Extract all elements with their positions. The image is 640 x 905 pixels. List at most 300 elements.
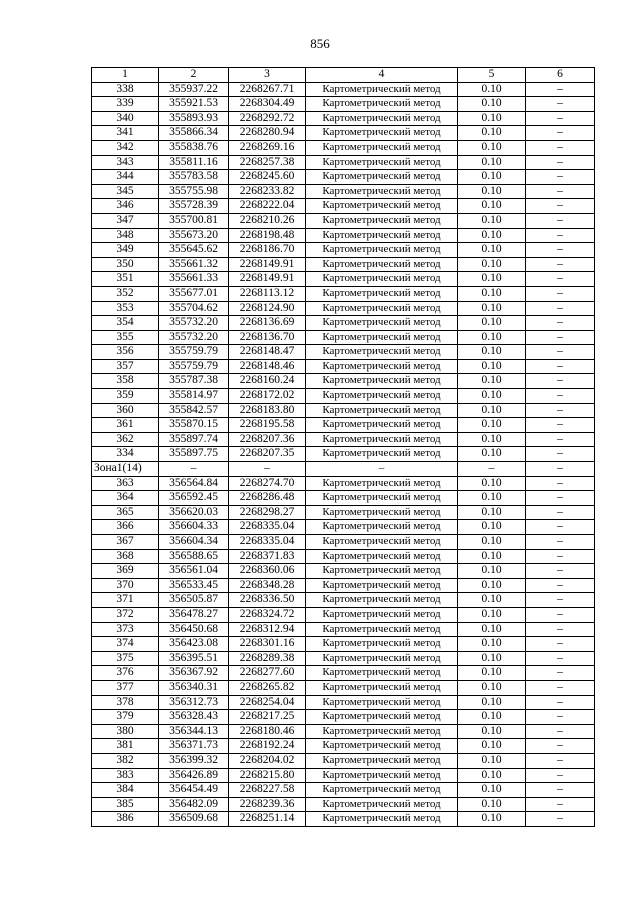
point-number-cell: 381 [92,739,159,754]
x-coordinate-cell: 355677.01 [159,286,229,301]
table-row [92,184,595,199]
accuracy-cell: 0.10 [458,257,526,272]
note-cell: – [526,607,595,622]
y-coordinate-cell: 2268192.24 [229,739,306,754]
note-cell: – [526,126,595,141]
table-row [92,432,595,447]
x-coordinate-cell: 355811.16 [159,155,229,170]
point-number-cell: 374 [92,637,159,652]
table-row [92,403,595,418]
method-cell: Картометрический метод [306,783,458,798]
column-header: 6 [526,68,595,83]
y-coordinate-cell: 2268217.25 [229,710,306,725]
point-number-cell: 354 [92,316,159,331]
point-number-cell: 351 [92,272,159,287]
note-cell: – [526,564,595,579]
point-number-cell: 359 [92,389,159,404]
table-row [92,695,595,710]
point-number-cell: 345 [92,184,159,199]
accuracy-cell: 0.10 [458,651,526,666]
table-row [92,797,595,812]
y-coordinate-cell: 2268204.02 [229,753,306,768]
y-coordinate-cell: 2268280.94 [229,126,306,141]
accuracy-cell: 0.10 [458,389,526,404]
method-cell: Картометрический метод [306,374,458,389]
table-row [92,739,595,754]
method-cell: Картометрический метод [306,330,458,345]
note-cell: – [526,97,595,112]
point-number-cell: 386 [92,812,159,827]
point-number-cell: 356 [92,345,159,360]
table-row [92,520,595,535]
x-coordinate-cell: 356604.34 [159,535,229,550]
table-row [92,578,595,593]
page-number: 856 [310,36,330,51]
point-number-cell: 382 [92,753,159,768]
point-number-cell: 341 [92,126,159,141]
note-cell: – [526,578,595,593]
accuracy-cell: 0.10 [458,330,526,345]
accuracy-cell: 0.10 [458,97,526,112]
accuracy-cell: 0.10 [458,213,526,228]
method-cell: Картометрический метод [306,155,458,170]
accuracy-cell: 0.10 [458,593,526,608]
accuracy-cell: 0.10 [458,345,526,360]
method-cell: Картометрический метод [306,140,458,155]
note-cell: – [526,243,595,258]
method-cell: Картометрический метод [306,739,458,754]
accuracy-cell: 0.10 [458,622,526,637]
method-cell: Картометрический метод [306,753,458,768]
note-cell: – [526,695,595,710]
table-header-row [92,68,595,83]
method-cell: Картометрический метод [306,359,458,374]
table-row [92,418,595,433]
method-cell: Картометрический метод [306,695,458,710]
y-coordinate-cell: 2268301.16 [229,637,306,652]
y-coordinate-cell: 2268286.48 [229,491,306,506]
method-cell: Картометрический метод [306,432,458,447]
note-cell: – [526,155,595,170]
x-coordinate-cell: 356328.43 [159,710,229,725]
note-cell: – [526,374,595,389]
x-coordinate-cell: 356592.45 [159,491,229,506]
column-header: 5 [458,68,526,83]
note-cell: – [526,768,595,783]
x-coordinate-cell: 355897.75 [159,447,229,462]
y-coordinate-cell: 2268254.04 [229,695,306,710]
method-cell: Картометрический метод [306,564,458,579]
note-cell: – [526,403,595,418]
point-number-cell: 344 [92,170,159,185]
accuracy-cell: – [458,462,526,477]
table-row [92,359,595,374]
table-row [92,724,595,739]
table-row [92,97,595,112]
note-cell: – [526,140,595,155]
method-cell: Картометрический метод [306,607,458,622]
x-coordinate-cell: 355728.39 [159,199,229,214]
table-row [92,82,595,97]
note-cell: – [526,199,595,214]
method-cell: Картометрический метод [306,724,458,739]
method-cell: Картометрический метод [306,243,458,258]
y-coordinate-cell: 2268148.47 [229,345,306,360]
table-row [92,549,595,564]
method-cell: Картометрический метод [306,812,458,827]
x-coordinate-cell: 356478.27 [159,607,229,622]
table-row [92,491,595,506]
x-coordinate-cell: 356423.08 [159,637,229,652]
accuracy-cell: 0.10 [458,797,526,812]
method-cell: Картометрический метод [306,593,458,608]
method-cell: Картометрический метод [306,170,458,185]
y-coordinate-cell: 2268274.70 [229,476,306,491]
method-cell: Картометрический метод [306,82,458,97]
point-number-cell: 383 [92,768,159,783]
point-number-cell: 384 [92,783,159,798]
point-number-cell: 352 [92,286,159,301]
accuracy-cell: 0.10 [458,82,526,97]
y-coordinate-cell: 2268172.02 [229,389,306,404]
accuracy-cell: 0.10 [458,549,526,564]
y-coordinate-cell: 2268360.06 [229,564,306,579]
accuracy-cell: 0.10 [458,418,526,433]
note-cell: – [526,520,595,535]
accuracy-cell: 0.10 [458,724,526,739]
x-coordinate-cell: 356371.73 [159,739,229,754]
method-cell: – [306,462,458,477]
x-coordinate-cell: 355787.38 [159,374,229,389]
method-cell: Картометрический метод [306,389,458,404]
table-row [92,680,595,695]
method-cell: Картометрический метод [306,199,458,214]
accuracy-cell: 0.10 [458,447,526,462]
accuracy-cell: 0.10 [458,637,526,652]
accuracy-cell: 0.10 [458,607,526,622]
y-coordinate-cell: 2268136.69 [229,316,306,331]
note-cell: – [526,476,595,491]
accuracy-cell: 0.10 [458,199,526,214]
coordinates-table [91,67,595,827]
x-coordinate-cell: 356564.84 [159,476,229,491]
accuracy-cell: 0.10 [458,111,526,126]
x-coordinate-cell: 355783.58 [159,170,229,185]
x-coordinate-cell: 356533.45 [159,578,229,593]
accuracy-cell: 0.10 [458,359,526,374]
accuracy-cell: 0.10 [458,739,526,754]
note-cell: – [526,316,595,331]
point-number-cell: 358 [92,374,159,389]
method-cell: Картометрический метод [306,272,458,287]
y-coordinate-cell: 2268245.60 [229,170,306,185]
accuracy-cell: 0.10 [458,812,526,827]
note-cell: – [526,812,595,827]
point-number-cell: 339 [92,97,159,112]
point-number-cell: 342 [92,140,159,155]
accuracy-cell: 0.10 [458,286,526,301]
table-row [92,140,595,155]
note-cell: – [526,432,595,447]
y-coordinate-cell: 2268239.36 [229,797,306,812]
y-coordinate-cell: 2268277.60 [229,666,306,681]
table-row [92,476,595,491]
x-coordinate-cell: 355937.22 [159,82,229,97]
note-cell: – [526,724,595,739]
point-number-cell: 343 [92,155,159,170]
note-cell: – [526,666,595,681]
point-number-cell: 363 [92,476,159,491]
table-row [92,213,595,228]
table-row [92,651,595,666]
y-coordinate-cell: 2268227.58 [229,783,306,798]
table-row [92,199,595,214]
method-cell: Картометрический метод [306,622,458,637]
accuracy-cell: 0.10 [458,491,526,506]
note-cell: – [526,359,595,374]
point-number-cell: 365 [92,505,159,520]
method-cell: Картометрический метод [306,578,458,593]
point-number-cell: 334 [92,447,159,462]
point-number-cell: 355 [92,330,159,345]
x-coordinate-cell: 356340.31 [159,680,229,695]
note-cell: – [526,82,595,97]
point-number-cell: 348 [92,228,159,243]
note-cell: – [526,549,595,564]
note-cell: – [526,330,595,345]
point-number-cell: 347 [92,213,159,228]
accuracy-cell: 0.10 [458,316,526,331]
point-number-cell: 360 [92,403,159,418]
y-coordinate-cell: 2268371.83 [229,549,306,564]
accuracy-cell: 0.10 [458,155,526,170]
x-coordinate-cell: 355661.32 [159,257,229,272]
x-coordinate-cell: 355645.62 [159,243,229,258]
x-coordinate-cell: 355759.79 [159,359,229,374]
accuracy-cell: 0.10 [458,243,526,258]
note-cell: – [526,651,595,666]
point-number-cell: 371 [92,593,159,608]
x-coordinate-cell: 356620.03 [159,505,229,520]
y-coordinate-cell: 2268198.48 [229,228,306,243]
y-coordinate-cell: 2268269.16 [229,140,306,155]
method-cell: Картометрический метод [306,651,458,666]
point-number-cell: 379 [92,710,159,725]
method-cell: Картометрический метод [306,535,458,550]
method-cell: Картометрический метод [306,126,458,141]
column-header: 1 [92,68,159,83]
method-cell: Картометрический метод [306,520,458,535]
accuracy-cell: 0.10 [458,170,526,185]
note-cell: – [526,753,595,768]
point-number-cell: 367 [92,535,159,550]
x-coordinate-cell: 356482.09 [159,797,229,812]
method-cell: Картометрический метод [306,447,458,462]
y-coordinate-cell: 2268257.38 [229,155,306,170]
table-row [92,389,595,404]
table-row [92,593,595,608]
point-number-cell: 376 [92,666,159,681]
note-cell: – [526,111,595,126]
x-coordinate-cell: 355842.57 [159,403,229,418]
accuracy-cell: 0.10 [458,228,526,243]
table-row [92,345,595,360]
note-cell: – [526,535,595,550]
y-coordinate-cell: 2268195.58 [229,418,306,433]
table-row [92,812,595,827]
table-row [92,666,595,681]
accuracy-cell: 0.10 [458,184,526,199]
method-cell: Картометрический метод [306,97,458,112]
method-cell: Картометрический метод [306,345,458,360]
note-cell: – [526,418,595,433]
accuracy-cell: 0.10 [458,753,526,768]
table-row [92,637,595,652]
note-cell: – [526,184,595,199]
x-coordinate-cell: 356312.73 [159,695,229,710]
method-cell: Картометрический метод [306,476,458,491]
table-row [92,330,595,345]
table-row [92,535,595,550]
accuracy-cell: 0.10 [458,301,526,316]
method-cell: Картометрический метод [306,403,458,418]
x-coordinate-cell: 356344.13 [159,724,229,739]
point-number-cell: 380 [92,724,159,739]
y-coordinate-cell: 2268222.04 [229,199,306,214]
y-coordinate-cell: 2268298.27 [229,505,306,520]
table-row [92,301,595,316]
table-row [92,243,595,258]
point-number-cell: 368 [92,549,159,564]
note-cell: – [526,739,595,754]
table-row [92,126,595,141]
x-coordinate-cell: – [159,462,229,477]
table-row [92,564,595,579]
point-number-cell: 338 [92,82,159,97]
table-row [92,753,595,768]
x-coordinate-cell: 355897.74 [159,432,229,447]
x-coordinate-cell: 356399.32 [159,753,229,768]
accuracy-cell: 0.10 [458,666,526,681]
point-number-cell: 361 [92,418,159,433]
y-coordinate-cell: 2268233.82 [229,184,306,199]
x-coordinate-cell: 355732.20 [159,330,229,345]
accuracy-cell: 0.10 [458,578,526,593]
y-coordinate-cell: 2268312.94 [229,622,306,637]
table-row [92,228,595,243]
method-cell: Картометрический метод [306,797,458,812]
method-cell: Картометрический метод [306,286,458,301]
y-coordinate-cell: 2268265.82 [229,680,306,695]
table-row [92,374,595,389]
y-coordinate-cell: 2268324.72 [229,607,306,622]
accuracy-cell: 0.10 [458,680,526,695]
y-coordinate-cell: 2268348.28 [229,578,306,593]
x-coordinate-cell: 356509.68 [159,812,229,827]
note-cell: – [526,622,595,637]
note-cell: – [526,257,595,272]
x-coordinate-cell: 355755.98 [159,184,229,199]
table-row [92,783,595,798]
method-cell: Картометрический метод [306,491,458,506]
accuracy-cell: 0.10 [458,564,526,579]
table-row [92,768,595,783]
x-coordinate-cell: 355838.76 [159,140,229,155]
table-row [92,447,595,462]
method-cell: Картометрический метод [306,549,458,564]
x-coordinate-cell: 356450.68 [159,622,229,637]
note-cell: – [526,213,595,228]
table-body [92,82,595,826]
accuracy-cell: 0.10 [458,272,526,287]
accuracy-cell: 0.10 [458,768,526,783]
method-cell: Картометрический метод [306,257,458,272]
table-row [92,111,595,126]
table-row [92,155,595,170]
method-cell: Картометрический метод [306,184,458,199]
method-cell: Картометрический метод [306,228,458,243]
y-coordinate-cell: 2268183.80 [229,403,306,418]
method-cell: Картометрический метод [306,505,458,520]
x-coordinate-cell: 356426.89 [159,768,229,783]
y-coordinate-cell: 2268335.04 [229,535,306,550]
accuracy-cell: 0.10 [458,126,526,141]
note-cell: – [526,710,595,725]
table-row [92,607,595,622]
y-coordinate-cell: 2268207.35 [229,447,306,462]
note-cell: – [526,505,595,520]
point-number-cell: 350 [92,257,159,272]
accuracy-cell: 0.10 [458,710,526,725]
accuracy-cell: 0.10 [458,520,526,535]
column-header: 3 [229,68,306,83]
accuracy-cell: 0.10 [458,432,526,447]
method-cell: Картометрический метод [306,213,458,228]
note-cell: – [526,447,595,462]
note-cell: – [526,462,595,477]
note-cell: – [526,783,595,798]
method-cell: Картометрический метод [306,418,458,433]
y-coordinate-cell: 2268180.46 [229,724,306,739]
note-cell: – [526,286,595,301]
x-coordinate-cell: 356604.33 [159,520,229,535]
accuracy-cell: 0.10 [458,140,526,155]
y-coordinate-cell: 2268289.38 [229,651,306,666]
point-number-cell: 375 [92,651,159,666]
y-coordinate-cell: 2268210.26 [229,213,306,228]
x-coordinate-cell: 355732.20 [159,316,229,331]
y-coordinate-cell: 2268292.72 [229,111,306,126]
x-coordinate-cell: 355661.33 [159,272,229,287]
y-coordinate-cell: 2268136.70 [229,330,306,345]
accuracy-cell: 0.10 [458,476,526,491]
note-cell: – [526,301,595,316]
column-header: 4 [306,68,458,83]
point-number-cell: 366 [92,520,159,535]
x-coordinate-cell: 355673.20 [159,228,229,243]
table-row [92,505,595,520]
y-coordinate-cell: 2268207.36 [229,432,306,447]
x-coordinate-cell: 355700.81 [159,213,229,228]
point-number-cell: 349 [92,243,159,258]
method-cell: Картометрический метод [306,710,458,725]
x-coordinate-cell: 355870.15 [159,418,229,433]
zone-header-row [92,462,595,477]
method-cell: Картометрический метод [306,301,458,316]
x-coordinate-cell: 356395.51 [159,651,229,666]
note-cell: – [526,680,595,695]
y-coordinate-cell: 2268148.46 [229,359,306,374]
